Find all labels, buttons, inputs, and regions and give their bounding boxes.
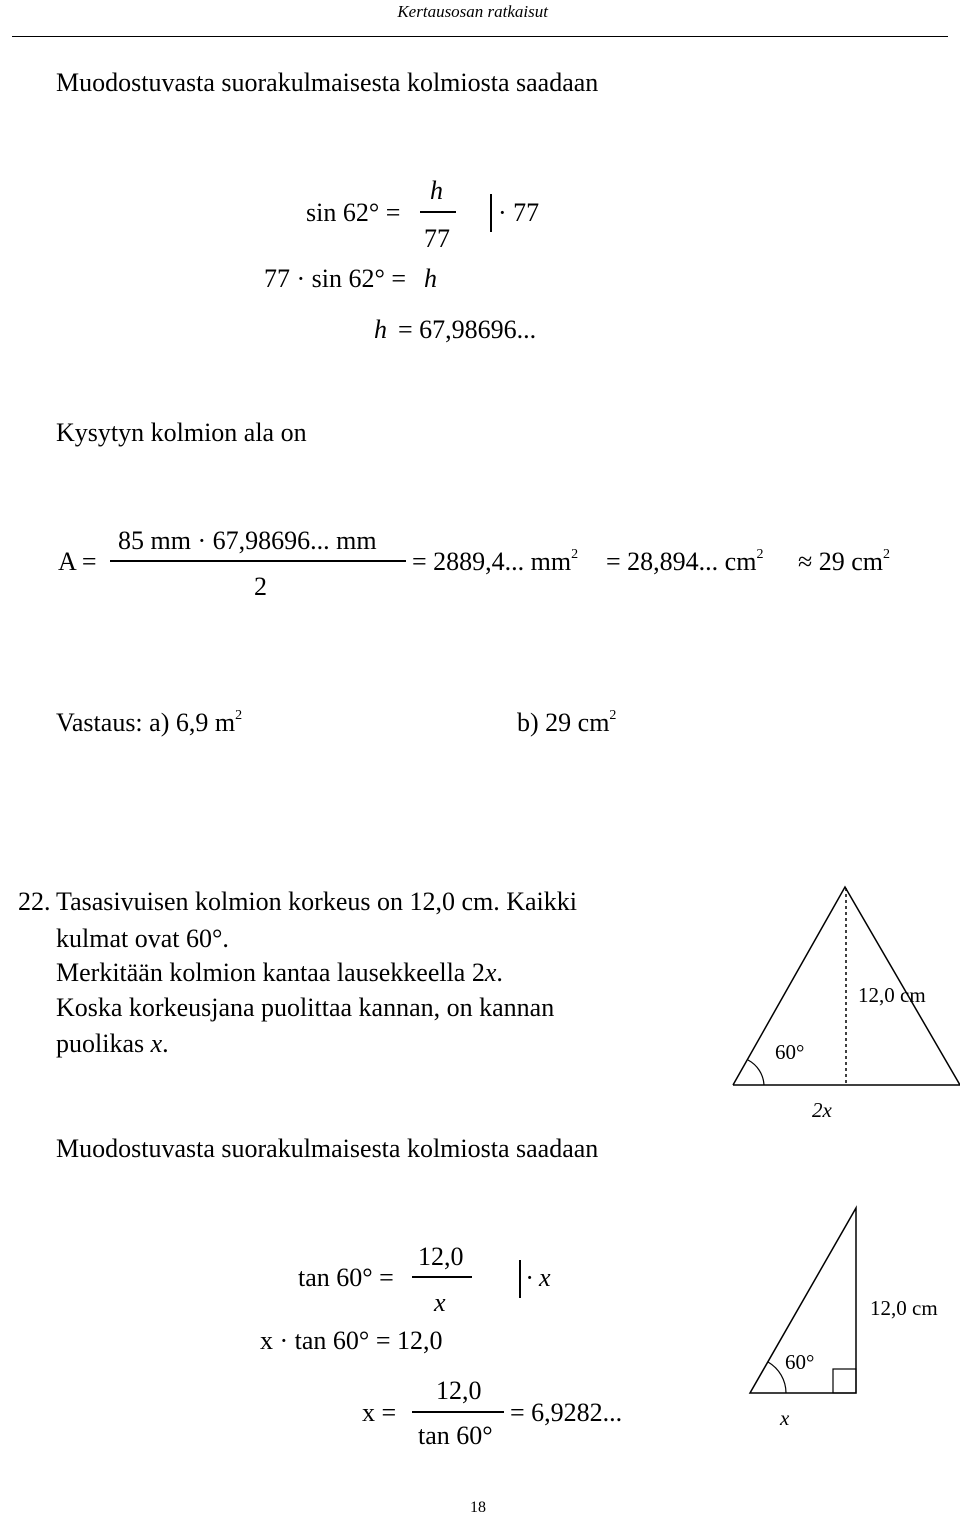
- running-header: Kertausosan ratkaisut: [397, 2, 548, 21]
- tan-eq1-lhs: tan 60° =: [298, 1263, 394, 1292]
- tan-eq2: x · tan 60° = 12,0: [260, 1326, 443, 1355]
- problem-line-5: puolikas x.: [56, 1029, 169, 1058]
- eq3-rhs: = 67,98696...: [398, 315, 537, 344]
- tan-eq3-numerator: 12,0: [436, 1376, 482, 1405]
- fig1-base-label: 2x: [812, 1098, 832, 1122]
- tan-eq3-lhs: x =: [362, 1398, 397, 1427]
- eq1-lhs: sin 62° =: [306, 198, 401, 227]
- tan-eq1-numerator: 12,0: [418, 1242, 464, 1271]
- angle-arc-2: [768, 1362, 786, 1393]
- area-denominator: 2: [254, 572, 267, 601]
- problem-number: 22.: [18, 887, 51, 916]
- fig2-angle-label: 60°: [785, 1350, 815, 1374]
- problem-line-2: kulmat ovat 60°.: [56, 924, 229, 953]
- fig1-angle-label: 60°: [775, 1040, 805, 1064]
- eq2-lhs: 77 · sin 62° =: [264, 264, 407, 293]
- area-numerator: 85 mm · 67,98696... mm: [118, 526, 377, 555]
- area-result-2: = 28,894... $cm^2$: [606, 547, 764, 576]
- eq3-lhs: h: [374, 315, 387, 344]
- fig1-height-label: 12,0 cm: [858, 983, 926, 1007]
- intro-text-1: Muodostuvasta suorakulmaisesta kolmiosta saadaan: [56, 68, 599, 97]
- intro-text-3: Muodostuvasta suorakulmaisesta kolmiosta saadaan: [56, 1134, 599, 1163]
- eq1-operation: · 77: [498, 198, 540, 227]
- fig2-base-label: x: [780, 1406, 790, 1430]
- eq1-denominator: 77: [424, 224, 450, 253]
- tan-eq1-operation: · x: [526, 1263, 551, 1292]
- intro-text-2: Kysytyn kolmion ala on: [56, 418, 307, 447]
- tan-eq3-rhs: = 6,9282...: [510, 1398, 623, 1427]
- answer-a: Vastaus: a) 6,9 $m^2$: [56, 708, 243, 737]
- page-number: 18: [470, 1499, 486, 1516]
- eq1-numerator: h: [430, 176, 443, 205]
- eq2-rhs: h: [424, 264, 437, 293]
- right-angle-marker: [833, 1369, 856, 1393]
- fig2-height-label: 12,0 cm: [870, 1296, 938, 1320]
- problem-line-3: Merkitään kolmion kantaa lausekkeella 2x.: [56, 958, 503, 987]
- area-result-1: = 2889,4... $mm^2$: [412, 547, 579, 576]
- answer-b: b) 29 $cm^2$: [517, 708, 617, 737]
- tan-eq3-denominator: tan 60°: [418, 1421, 493, 1450]
- tan-eq1-denominator: x: [434, 1288, 446, 1317]
- area-lhs: A =: [58, 547, 97, 576]
- area-result-3: ≈ 29 $cm^2$: [798, 547, 891, 576]
- problem-line-1: Tasasivuisen kolmion korkeus on 12,0 cm. Kaikki: [56, 887, 578, 916]
- problem-line-4: Koska korkeusjana puolittaa kannan, on kannan: [56, 993, 555, 1022]
